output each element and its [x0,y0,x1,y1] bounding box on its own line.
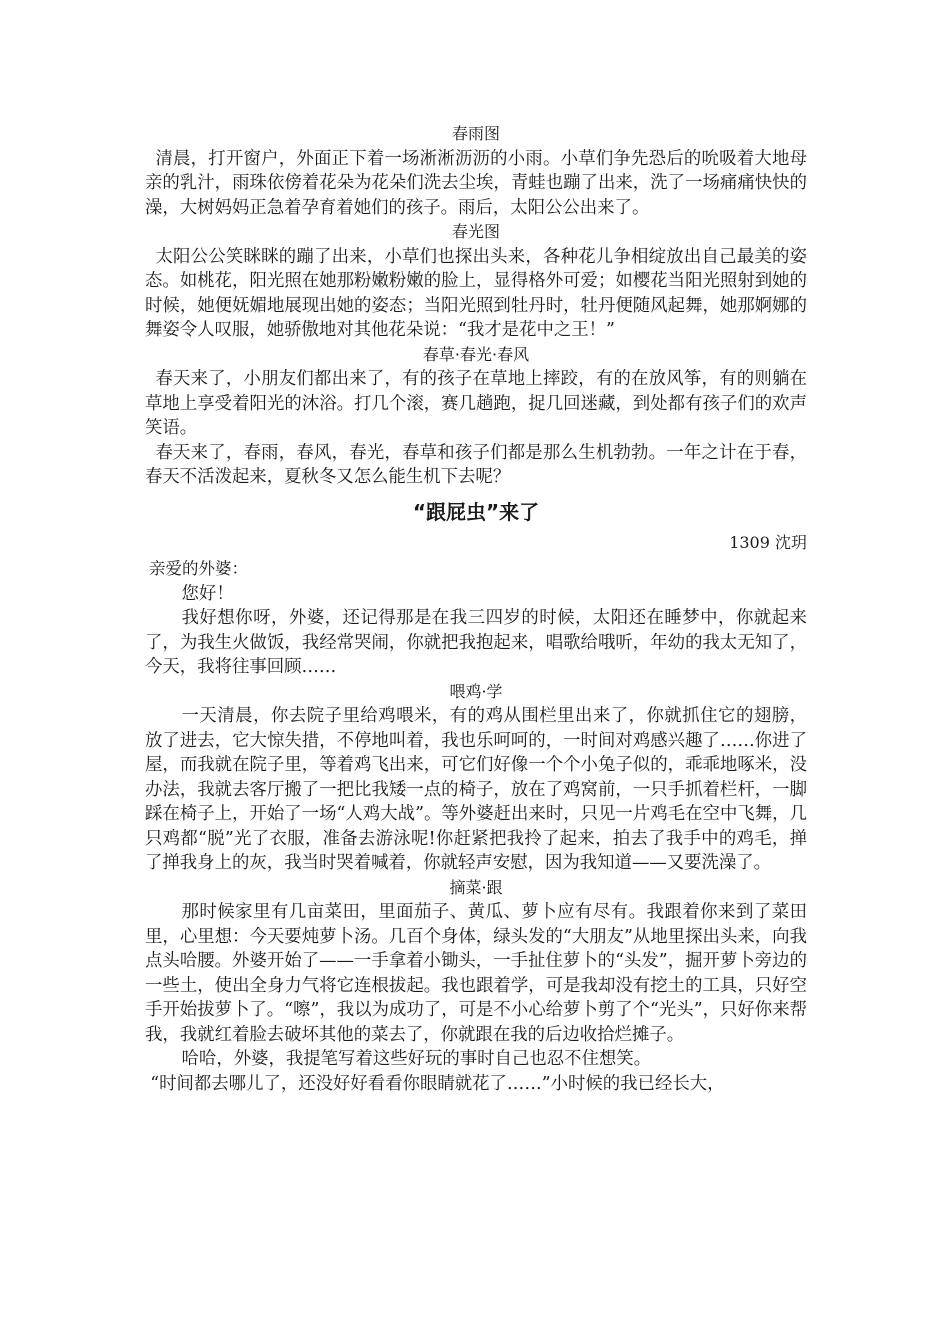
document-page [145,122,807,1096]
essay-author: 1309 沈玥 [729,532,807,552]
paragraph-spring-grass-2: 春天来了，春雨，春风，春光，春草和孩子们都是那么生机勃勃。一年之计在于春，春天不活泼起来，夏秋冬又怎么能生机下去呢？ [145,442,807,487]
subsection-title-pick-vegetables: 摘菜·跟 [449,877,503,897]
section-title-spring-rain: 春雨图 [451,124,500,143]
paragraph-spring-grass-1: 春天来了，小朋友们都出来了，有的孩子在草地上摔跤，有的在放风筝，有的则躺在草地上享受着阳光的沐浴。打几个滚，赛几趟跑，捉几回迷藏，到处都有孩子们的欢声笑语。 [145,369,807,438]
paragraph-closing-1: 哈哈，外婆，我提笔写着这些好玩的事时自己也忍不住想笑。 [181,1049,652,1069]
paragraph-pick-vegetables: 那时候家里有几亩菜田，里面茄子、黄瓜、萝卜应有尽有。我跟着你来到了菜田里，心里想：今天要炖萝卜汤。几百个身体，绿头发的“大朋友”从地里探出头来，向我点头哈腰。外婆开始了——一手拿着小锄头，一手扯住萝卜的“头发”，掘开萝卜旁边的一些土，使出全身力气将它连根拔起。我也跟着学，可是我却没有挖土的工具，只好空手开始拔萝卜了。“嚓”，我以为成功了，可是不小心给萝卜剪了个“光头”，只好你来帮我，我就红着脸去破坏其他的菜去了，你就跟在我的后边收拾烂摊子。 [145,902,807,1045]
section-title-spring-grass: 春草·春光·春风 [422,344,530,364]
paragraph-closing-2: “时间都去哪儿了，还没好好看看你眼睛就花了……”小时候的我已经长大， [150,1073,725,1094]
paragraph-intro: 我好想你呀，外婆，还记得那是在我三四岁的时候，太阳还在睡梦中，你就起来了，为我生火做饭，我经常哭闹，你就把我抱起来，唱歌给哦听，年幼的我太无知了，今天，我将往事回顾…… [145,608,807,677]
section-title-spring-light: 春光图 [451,222,500,241]
paragraph-spring-rain: 清晨，打开窗户，外面正下着一场淅淅沥沥的小雨。小草们争先恐后的吮吸着大地母亲的乳汁，雨珠依傍着花朵为花朵们洗去尘埃，青蛙也蹦了出来，洗了一场痛痛快快的澡，大树妈妈正急着孕育着她们的孩子。雨后，太阳公公出来了。 [145,148,807,218]
subsection-title-feed-chicken: 喂鸡·学 [449,681,503,701]
paragraph-spring-light: 太阳公公笑眯眯的蹦了出来，小草们也探出头来，各种花儿争相绽放出自己最美的姿态。如桃花，阳光照在她那粉嫩粉嫩的脸上，显得格外可爱；如樱花当阳光照射到她的时候，她便妩媚地展现出她的姿态；当阳光照到牡丹时，牡丹便随风起舞，她那婀娜的舞姿令人叹服，她骄傲地对其他花朵说：“我才是花中之王！” [145,246,807,340]
greeting: 您好！ [181,583,234,604]
salutation: 亲爱的外婆： [149,558,248,578]
essay-title: “跟屁虫”来了 [412,499,540,524]
paragraph-feed-chicken: 一天清晨，你去院子里给鸡喂米，有的鸡从围栏里出来了，你就抓住它的翅膀，放了进去，它大惊失措，不停地叫着，我也乐呵呵的，一时间对鸡感兴趣了……你进了屋，而我就在院子里，等着鸡飞出来，可它们好像一个个小兔子似的，乖乖地啄米，没办法，我就去客厅搬了一把比我矮一点的椅子，放在了鸡窝前，一只手抓着栏杆，一脚踩在椅子上，开始了一场“人鸡大战”。等外婆赶出来时，只见一片鸡毛在空中飞舞，几只鸡都“脱”光了衣服，准备去游泳呢!你赶紧把我拎了起来，拍去了我手中的鸡毛，掸了掸我身上的灰，我当时哭着喊着，你就轻声安慰，因为我知道——又要洗澡了。 [145,706,807,873]
